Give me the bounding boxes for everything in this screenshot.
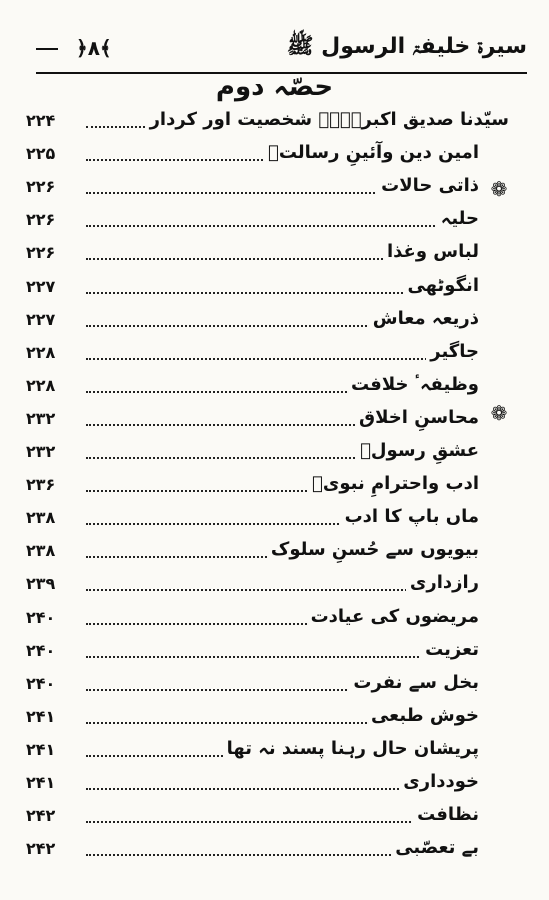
toc-entry-title: تعزیت [421, 639, 479, 660]
toc-entry-title: جاگیر [426, 341, 479, 362]
toc-entry-title: انگوٹھی [403, 275, 479, 296]
toc-row [26, 371, 479, 401]
toc-entry-page: ۲۴۱ [26, 739, 56, 759]
toc-entry-page: ۲۲۸ [26, 342, 56, 362]
toc-row [26, 536, 479, 566]
toc-entry-title: عشقِ رسولؐ [356, 440, 479, 461]
toc-entry-page: ۲۲۷ [26, 276, 56, 296]
toc-entry-title: خودداری [399, 771, 479, 792]
toc-entry-title: سیّدنا صدیق اکبرؓ۔۔۔ شخصیت اور کردار [146, 109, 509, 130]
toc-row [26, 172, 479, 202]
toc-entry-page: ۲۲۵ [26, 144, 56, 164]
toc-row [26, 437, 479, 467]
toc-row [26, 569, 479, 599]
toc-entry-title: محاسنِ اخلاق [355, 407, 479, 428]
toc-row [26, 702, 479, 732]
toc-row [26, 238, 479, 268]
flower-ornament-icon: ❁ [490, 177, 508, 201]
toc-row [26, 404, 479, 434]
toc-entry-title: بیویوں سے حُسنِ سلوک [267, 539, 479, 560]
dot-leader [86, 358, 479, 360]
toc-entry-page: ۲۴۲ [26, 806, 56, 826]
toc-entry-title: ذریعہ معاش [369, 308, 479, 329]
toc-entry-page: ۲۴۱ [26, 773, 56, 792]
toc-entry-title: بے تعصّبی [391, 837, 479, 858]
toc-row [26, 205, 479, 235]
toc-entry-title: وظیفہٴ خلافت [347, 374, 479, 395]
toc-row [26, 503, 479, 533]
toc-entry-page: ۲۲۶ [26, 210, 56, 230]
toc-entry-page: ۲۴۰ [26, 607, 56, 627]
toc-row [26, 636, 479, 666]
toc-entry-page: ۲۲۸ [26, 375, 56, 395]
toc-entry-page: ۲۴۲ [26, 839, 56, 859]
toc-entry-title: رازداری [406, 572, 479, 593]
toc-entry-title: ادب واحترامِ نبویؐ [308, 473, 479, 494]
toc-entry-page: ۲۴۰ [26, 673, 56, 693]
toc-entry-page: ۲۳۸ [26, 508, 56, 528]
toc-row [26, 272, 479, 302]
toc-entry-title: ذاتی حالات [377, 175, 479, 196]
toc-row [26, 669, 479, 699]
toc-row [26, 305, 479, 335]
toc-entry-title: خوش طبعی [367, 705, 479, 726]
toc-entry-page: ۲۳۶ [26, 475, 56, 495]
toc-entry-page: ۲۳۲ [26, 442, 56, 461]
toc-entry-page: ۲۲۶ [26, 177, 56, 197]
toc-row [26, 768, 479, 798]
toc-row [26, 139, 479, 169]
toc-row [26, 106, 509, 136]
toc-entry-title: لباس وغذا [383, 241, 479, 262]
toc-row [26, 603, 479, 633]
toc-entry-page: ۲۲۴ [26, 111, 56, 130]
toc-row [26, 735, 479, 765]
toc-row [26, 338, 479, 368]
toc-entry-title: مریضوں کی عیادت [307, 606, 479, 627]
running-title: سیرۃ خلیفۃ الرسول ﷺ [286, 34, 527, 59]
header-dash [36, 48, 58, 50]
page-header [36, 30, 527, 74]
toc-entry-page: ۲۳۲ [26, 408, 56, 428]
toc-entry-title: امین دین وآئینِ رسالتؐ [264, 142, 479, 163]
dot-leader [86, 656, 479, 658]
toc-entry-title: بخل سے نفرت [349, 672, 479, 693]
toc-entry-page: ۲۴۱ [26, 706, 56, 726]
toc-entry-page: ۲۲۷ [26, 309, 56, 329]
toc-entry-title: نظافت [413, 804, 479, 825]
toc-entry-title: حلیہ [437, 208, 479, 229]
toc-entry-page: ۲۲۶ [26, 243, 56, 263]
toc-entry-title: ماں باپ کا ادب [341, 506, 479, 527]
section-heading: حصّہ دوم [215, 72, 334, 102]
dot-leader [86, 225, 479, 227]
toc-entry-page: ۲۴۰ [26, 640, 56, 660]
toc-entry-page: ۲۳۹ [26, 574, 56, 594]
toc-row [26, 801, 479, 831]
toc-entry-title: پریشان حال رہنا پسند نہ تھا [223, 738, 479, 759]
toc-row [26, 834, 479, 864]
toc-entry-page: ۲۳۸ [26, 541, 56, 561]
toc-row [26, 470, 479, 500]
flower-ornament-icon: ❁ [490, 401, 508, 425]
page-number: ﴿۸﴾ [76, 36, 112, 60]
